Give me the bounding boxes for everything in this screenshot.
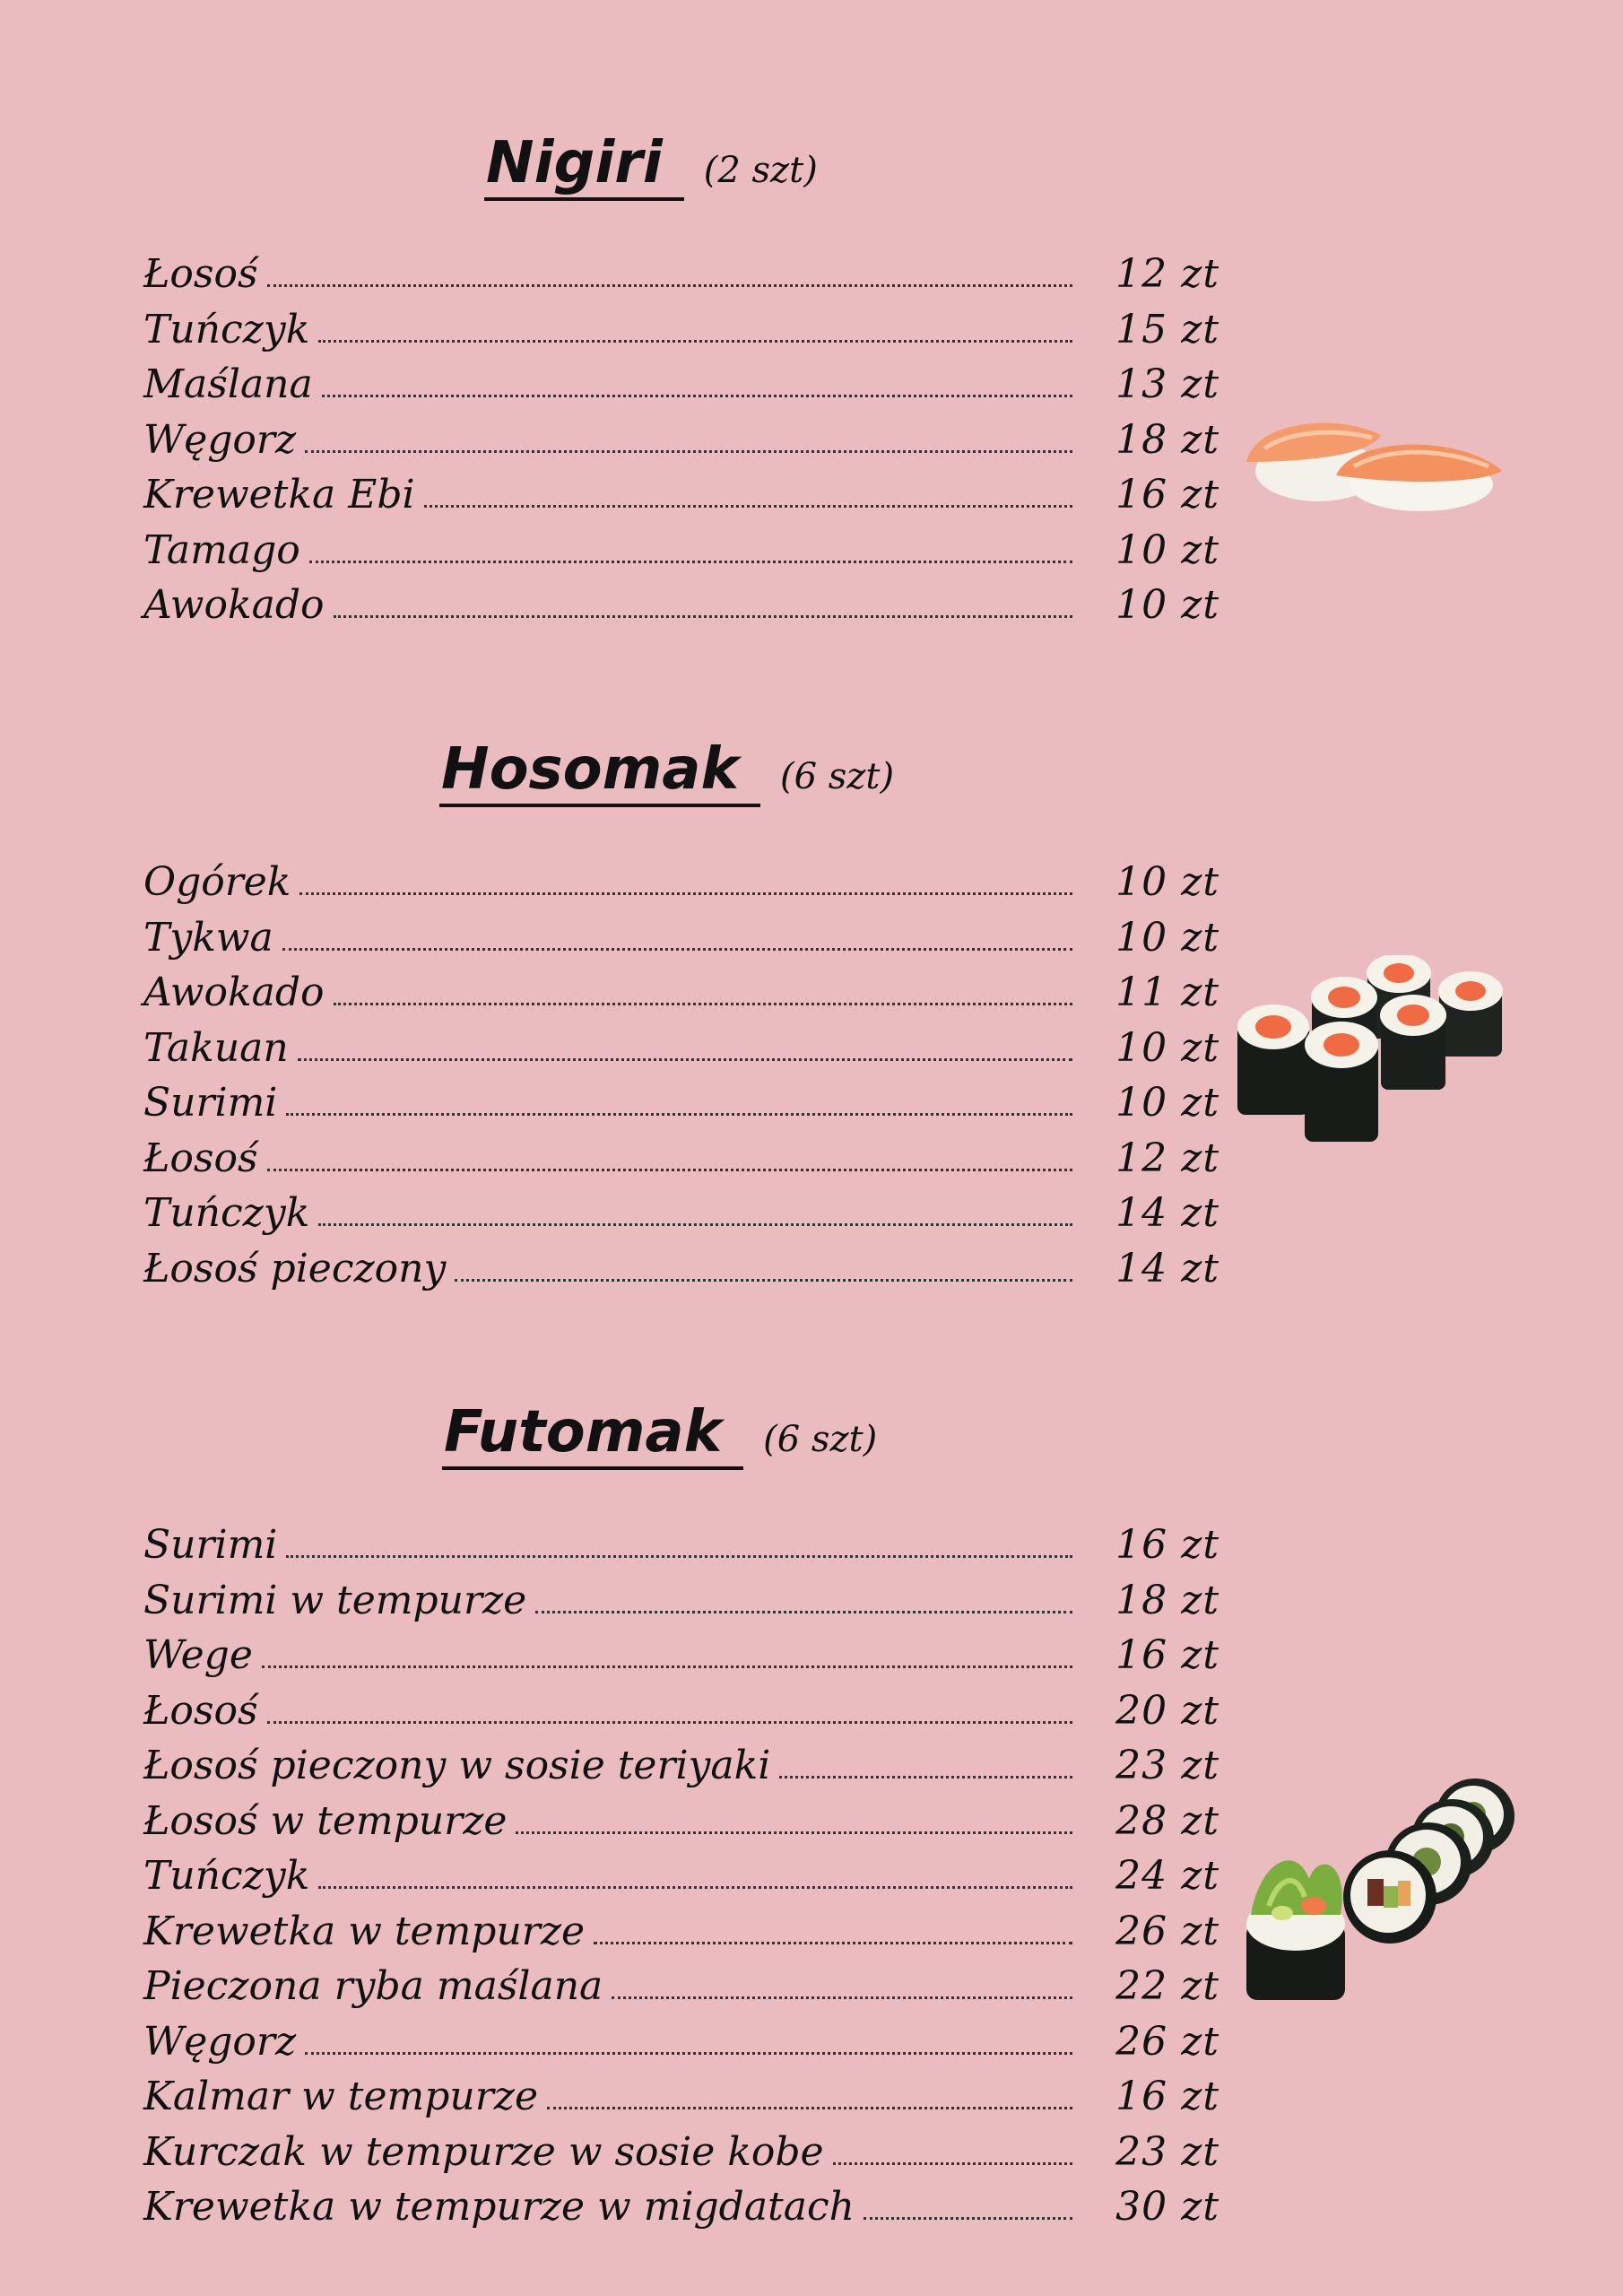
item-name: Takuan <box>143 1024 289 1071</box>
dot-leader <box>299 892 1072 895</box>
menu-item <box>143 361 1219 417</box>
dot-leader <box>262 1665 1072 1668</box>
dot-leader <box>318 1223 1072 1226</box>
item-name: Tuńczyk <box>143 306 310 352</box>
dot-leader <box>833 2162 1072 2165</box>
item-name: Tuńczyk <box>143 1853 310 1899</box>
menu-item <box>143 1909 1219 1964</box>
menu-item <box>143 2184 1219 2239</box>
menu-item <box>143 582 1219 638</box>
section-title: Nigiri <box>484 135 684 201</box>
dot-leader <box>267 1169 1072 1171</box>
section-heading <box>484 130 818 201</box>
item-price: 10 zt <box>1115 859 1219 905</box>
menu-item <box>143 1025 1219 1081</box>
menu-item <box>143 1798 1219 1854</box>
dot-leader <box>516 1831 1072 1834</box>
dot-leader <box>286 1555 1072 1558</box>
menu-item <box>143 859 1219 915</box>
item-name: Łosoś w tempurze <box>143 1797 508 1844</box>
dot-leader <box>535 1611 1072 1613</box>
menu-item <box>143 1688 1219 1744</box>
item-price: 10 zt <box>1115 582 1219 628</box>
section-heading <box>442 1399 878 1470</box>
item-name: Tamago <box>143 526 300 573</box>
menu-item <box>143 1578 1219 1633</box>
menu-item <box>143 307 1219 362</box>
menu-item <box>143 472 1219 527</box>
item-name: Surimi <box>143 1080 278 1126</box>
menu-list <box>143 1522 1219 2239</box>
item-name: Łosoś pieczony w sosie teriyaki <box>143 1743 771 1788</box>
item-name: Krewetka w tempurze w migdatach <box>143 2184 855 2230</box>
menu-item <box>143 970 1219 1025</box>
dot-leader <box>286 1113 1072 1116</box>
item-price: 23 zt <box>1115 1743 1219 1788</box>
item-price: 14 zt <box>1115 1190 1219 1236</box>
item-price: 18 zt <box>1115 416 1219 463</box>
dot-leader <box>305 450 1072 453</box>
nigiri-photo <box>1237 386 1506 520</box>
dot-leader <box>318 1886 1072 1889</box>
menu-item <box>143 1632 1219 1688</box>
dot-leader <box>779 1776 1072 1779</box>
dot-leader <box>424 505 1072 508</box>
item-price: 10 zt <box>1115 914 1219 961</box>
item-price: 10 zt <box>1115 1024 1219 1071</box>
dot-leader <box>334 615 1072 618</box>
item-name: Tykwa <box>143 914 273 961</box>
item-name: Łosoś <box>143 1135 258 1181</box>
section-count: (6 szt) <box>763 1419 878 1460</box>
item-name: Łosoś <box>143 251 258 297</box>
item-price: 28 zt <box>1115 1797 1219 1844</box>
item-price: 23 zt <box>1115 2128 1219 2175</box>
section-heading <box>439 736 895 807</box>
item-name: Pieczona ryba maślana <box>143 1963 603 2009</box>
item-name: Krewetka Ebi <box>143 472 415 517</box>
dot-leader <box>322 395 1072 397</box>
item-price: 26 zt <box>1115 2018 1219 2065</box>
item-price: 13 zt <box>1115 361 1219 407</box>
item-price: 14 zt <box>1115 1245 1219 1292</box>
item-name: Łosoś <box>143 1687 258 1734</box>
item-name: Węgorz <box>143 416 297 463</box>
section-count: (2 szt) <box>703 150 818 191</box>
item-price: 16 zt <box>1115 2074 1219 2119</box>
menu-item <box>143 2074 1219 2129</box>
menu-item <box>143 2019 1219 2074</box>
item-price: 22 zt <box>1115 1963 1219 2009</box>
dot-leader <box>334 1003 1072 1005</box>
dot-leader <box>612 1996 1072 1999</box>
futomak-photo <box>1233 1771 1520 2013</box>
item-name: Kalmar w tempurze <box>143 2074 538 2119</box>
section-count: (6 szt) <box>780 756 895 797</box>
dot-leader <box>318 340 1072 343</box>
menu-item <box>143 915 1219 970</box>
item-price: 20 zt <box>1115 1687 1219 1734</box>
item-price: 16 zt <box>1115 1522 1219 1568</box>
dot-leader <box>267 1721 1072 1724</box>
dot-leader <box>309 561 1072 563</box>
item-name: Maślana <box>143 361 313 407</box>
menu-item <box>143 1743 1219 1798</box>
menu-item <box>143 2129 1219 2185</box>
menu-item <box>143 527 1219 583</box>
menu-item <box>143 1135 1219 1191</box>
dot-leader <box>282 948 1072 951</box>
item-price: 15 zt <box>1115 306 1219 352</box>
item-price: 12 zt <box>1115 1135 1219 1181</box>
item-price: 26 zt <box>1115 1908 1219 1954</box>
menu-item <box>143 1246 1219 1301</box>
item-price: 24 zt <box>1115 1853 1219 1899</box>
section-title: Futomak <box>442 1404 743 1470</box>
item-name: Awokado <box>143 582 325 628</box>
item-price: 30 zt <box>1115 2184 1219 2230</box>
item-price: 10 zt <box>1115 526 1219 573</box>
item-price: 16 zt <box>1115 472 1219 517</box>
dot-leader <box>594 1942 1072 1944</box>
item-name: Łosoś pieczony <box>143 1245 447 1292</box>
item-name: Ogórek <box>143 859 291 905</box>
item-name: Kurczak w tempurze w sosie kobe <box>143 2128 824 2175</box>
item-price: 10 zt <box>1115 1080 1219 1126</box>
item-name: Surimi w tempurze <box>143 1577 527 1623</box>
hosomak-photo <box>1233 955 1520 1161</box>
menu-item <box>143 1963 1219 2019</box>
item-name: Wege <box>143 1632 253 1678</box>
dot-leader <box>547 2107 1072 2109</box>
menu-list <box>143 251 1219 638</box>
menu-item <box>143 1190 1219 1246</box>
menu-list <box>143 859 1219 1300</box>
item-price: 12 zt <box>1115 251 1219 297</box>
dot-leader <box>267 284 1072 287</box>
item-price: 16 zt <box>1115 1632 1219 1678</box>
item-name: Krewetka w tempurze <box>143 1908 586 1954</box>
item-price: 11 zt <box>1115 970 1219 1015</box>
dot-leader <box>305 2052 1072 2055</box>
menu-item <box>143 1522 1219 1578</box>
menu-item <box>143 1080 1219 1135</box>
section-title: Hosomak <box>439 741 760 807</box>
item-name: Tuńczyk <box>143 1190 310 1236</box>
menu-item <box>143 1853 1219 1909</box>
dot-leader <box>455 1279 1072 1282</box>
item-name: Awokado <box>143 970 325 1015</box>
item-name: Węgorz <box>143 2018 297 2065</box>
dot-leader <box>864 2217 1072 2220</box>
item-price: 18 zt <box>1115 1577 1219 1623</box>
menu-item <box>143 417 1219 473</box>
item-name: Surimi <box>143 1522 278 1568</box>
dot-leader <box>298 1058 1072 1061</box>
menu-item <box>143 251 1219 307</box>
